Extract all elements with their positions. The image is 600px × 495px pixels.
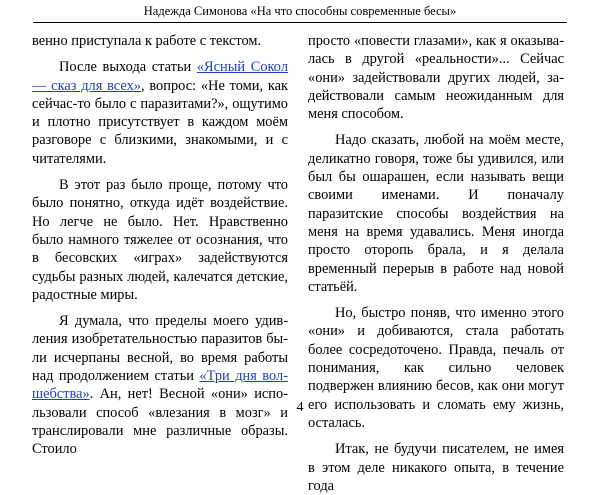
paragraph-text: После выхода статьи xyxy=(59,59,197,76)
paragraph: венно приступала к работе с текстом. xyxy=(32,33,262,49)
paragraph: В этот раз было проще, потому что было понятно, откуда идёт воздействие. Но легче не было. Нет. Нравственно было намного тяжелее от осознания, что в бесовских «играх» задействуются судьбы разных людей, калечатся детские, радостные миры. xyxy=(32,177,288,303)
paragraph xyxy=(32,312,288,458)
right-column xyxy=(308,32,564,495)
paragraph: Но, быстро поняв, что именно этого «они» и добиваются, стала работать более сосредоточено. Правда, печаль от понимания, как сильно человек подвержен влиянию бесов, как они могут его использовать и сломать ему жизнь, осталась. xyxy=(308,305,564,431)
paragraph-text: , вопрос: «Не томи, как сейчас-то было с паразитами?», ощутимо и плотно присутствует в каждом моём разговоре с близкими, знакомыми, и с читателями. xyxy=(32,77,288,167)
paragraph: Итак, не будучи писателем, не имея в этом деле никакого опыта, в течение года xyxy=(308,441,564,494)
paragraph: просто «повести глазами», как я оказывалась в другой «реальности»... Сейчас «они» задействовали других людей, задействовали самым неожиданным для меня способом. xyxy=(308,33,564,123)
paragraph-text: Я думала, что пределы моего удивления изобретательностью паразитов были исчерпаны весной, во время работы над продолжением статьи xyxy=(32,313,288,385)
paragraph-text: . Ан, нет! Весной «они» использовали способ «влезания в мозг» и транслировали мне различные образы. Стоило xyxy=(32,386,288,458)
left-column xyxy=(32,32,288,459)
running-header: Надежда Симонова «На что способны современные бесы» xyxy=(143,4,457,18)
article-link-yasny-sokol[interactable]: «Ясный Сокол — сказ для всех» xyxy=(32,59,288,94)
paragraph xyxy=(32,58,288,168)
header-rule xyxy=(33,22,567,23)
article-link-tri-dnya-volshebstva[interactable]: «Три дня волшебства» xyxy=(32,368,288,403)
paragraph: Надо сказать, любой на моём месте, деликатно говоря, тоже бы удивился, или был бы ошарашен, если называть вещи своими именами. И поначалу паразитские способы воздействия на меня на время удавались. Меня иногда просто оторопь брала, и я делала временный перерыв в работе над новой статьёй. xyxy=(308,132,564,295)
page-number: 4 xyxy=(296,400,304,415)
